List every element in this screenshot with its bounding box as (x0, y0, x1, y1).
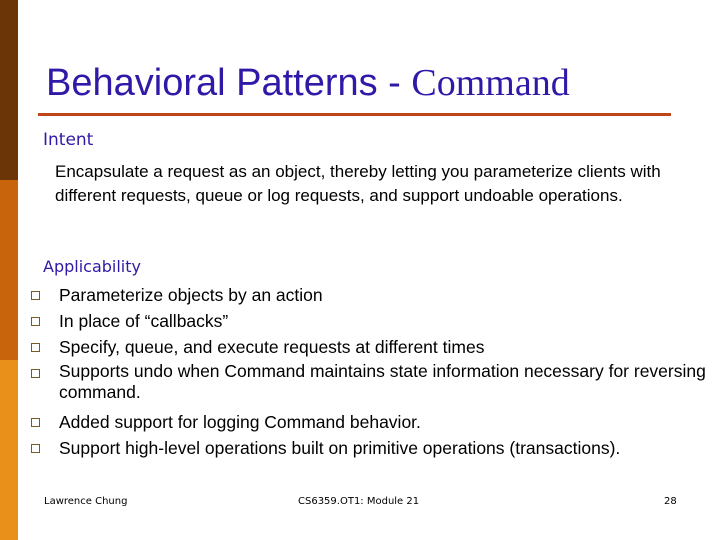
square-bullet-icon (31, 418, 40, 427)
slide-title-pattern: Command (411, 62, 570, 104)
list-item-text: Specify, queue, and execute requests at different times (59, 337, 485, 357)
sidebar-segment-middle (0, 180, 18, 360)
title-underline-rule (38, 113, 671, 116)
square-bullet-icon (31, 291, 40, 300)
slide-title (46, 58, 570, 108)
list-item-text: In place of “callbacks” (59, 311, 229, 331)
square-bullet-icon (31, 369, 40, 378)
intent-heading: Intent (43, 130, 94, 150)
sidebar-segment-bottom (0, 360, 18, 540)
square-bullet-icon (31, 444, 40, 453)
footer-author: Lawrence Chung (44, 496, 128, 507)
list-item-text: Supports undo when Command maintains state information necessary for reversing command. (59, 361, 706, 402)
footer-page-number: 28 (664, 496, 677, 507)
footer-course: CS6359.OT1: Module 21 (298, 496, 420, 507)
list-item-text: Support high-level operations built on primitive operations (transactions). (59, 438, 621, 458)
applicability-heading: Applicability (43, 257, 141, 276)
sidebar-segment-top (0, 0, 18, 180)
list-item-text: Added support for logging Command behavior. (59, 412, 421, 432)
slide-sidebar-band (0, 0, 18, 540)
intent-text: Encapsulate a request as an object, thereby letting you parameterize clients with different requests, queue or log requests, and support undoable operations. (55, 162, 661, 205)
square-bullet-icon (31, 317, 40, 326)
slide-title-main: Behavioral Patterns - (46, 62, 412, 104)
square-bullet-icon (31, 343, 40, 352)
list-item-text: Parameterize objects by an action (59, 285, 323, 305)
